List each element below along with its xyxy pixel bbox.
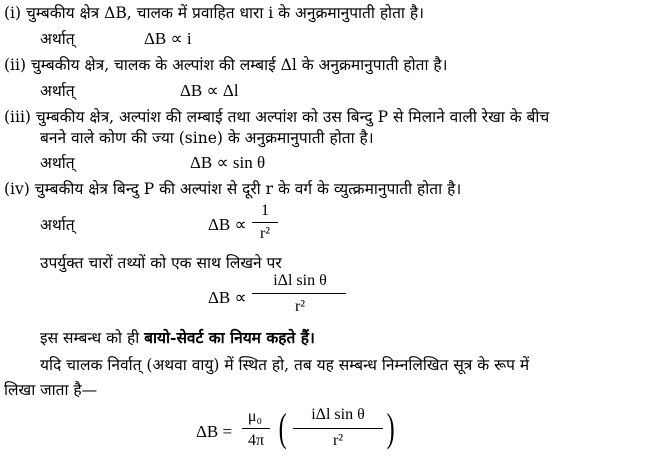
item-number: (iv) bbox=[4, 180, 30, 198]
fraction-bar bbox=[252, 222, 278, 223]
four-pi: 4π bbox=[247, 432, 265, 449]
fraction-bar bbox=[252, 293, 346, 294]
final-numerator: iΔl sin θ bbox=[311, 406, 365, 423]
formula-item-4-lhs: ΔB ∝ bbox=[208, 215, 247, 234]
mu-zero: μ₀ bbox=[247, 408, 263, 425]
combined-lhs: ΔB ∝ bbox=[208, 288, 247, 307]
item-3-continuation: बनने वाले कोण की ज्या (sine) के अनुक्रमानुपाती होता है। bbox=[40, 129, 374, 147]
law-prefix: इस सम्बन्ध को ही bbox=[40, 329, 145, 347]
combined-numerator: iΔl sin θ bbox=[273, 272, 327, 289]
final-lhs: ΔB = bbox=[196, 422, 233, 441]
combine-text: उपर्युक्त चारों तथ्यों को एक साथ लिखने पर bbox=[40, 254, 282, 272]
item-number: (ii) bbox=[4, 56, 27, 74]
fraction-bar bbox=[293, 428, 383, 429]
right-paren: ) bbox=[386, 405, 395, 450]
combined-denominator: r² bbox=[294, 298, 306, 315]
law-statement bbox=[40, 329, 315, 347]
law-name: बायो-सेवर्ट का नियम कहते हैं। bbox=[144, 328, 315, 347]
formula-item-3: ΔB ∝ sin θ bbox=[190, 153, 266, 172]
item-4 bbox=[4, 180, 461, 198]
item-1 bbox=[4, 4, 424, 22]
arthat-label: अर्थात् bbox=[40, 82, 75, 100]
formula-item-1: ΔB ∝ i bbox=[144, 29, 192, 48]
formula-item-2: ΔB ∝ Δl bbox=[180, 81, 239, 100]
formula-item-4-numerator: 1 bbox=[261, 202, 269, 219]
item-2 bbox=[4, 56, 448, 74]
vacuum-text-line-1: यदि चालक निर्वात् (अथवा वायु) में स्थित हो, तब यह सम्बन्ध निम्नलिखित सूत्र के रूप में bbox=[40, 356, 530, 374]
arthat-label: अर्थात् bbox=[40, 154, 75, 172]
item-3 bbox=[4, 108, 549, 126]
arthat-label: अर्थात् bbox=[40, 30, 75, 48]
left-paren: ( bbox=[278, 405, 287, 450]
item-text: चुम्बकीय क्षेत्र बिन्दु P की अल्पांश से दूरी r के वर्ग के व्युत्क्रमानुपाती होता है। bbox=[34, 180, 462, 198]
formula-item-4-denominator: r² bbox=[259, 225, 271, 242]
item-text: चुम्बकीय क्षेत्र, अल्पांश की लम्बाई तथा अल्पांश को उस बिन्दु P से मिलाने वाली रेखा के बीच bbox=[35, 108, 550, 126]
item-text: चुम्बकीय क्षेत्र, चालक के अल्पांश की लम्बाई Δl के अनुक्रमानुपाती होता है। bbox=[30, 56, 448, 74]
final-denominator: r² bbox=[332, 432, 344, 449]
item-number: (iii) bbox=[4, 108, 31, 126]
item-text: चुम्बकीय क्षेत्र ΔB, चालक में प्रवाहित धारा i के अनुक्रमानुपाती होता है। bbox=[26, 4, 424, 22]
fraction-bar bbox=[242, 428, 270, 429]
vacuum-text-line-2: लिखा जाता है— bbox=[4, 381, 98, 399]
item-number: (i) bbox=[4, 4, 22, 22]
arthat-label: अर्थात् bbox=[40, 216, 75, 234]
